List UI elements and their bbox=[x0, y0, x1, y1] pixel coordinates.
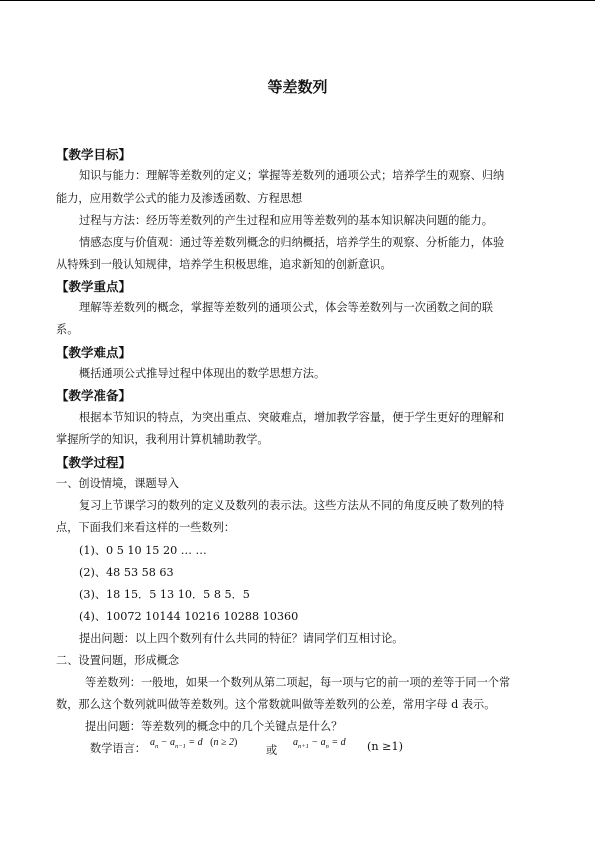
sequence-3: (3)、18 15．5 13 10．5 8 5．5 bbox=[79, 588, 250, 601]
math-language-label: 数学语言： bbox=[90, 742, 146, 755]
sequence-4: (4)、10072 10144 10216 10288 10360 bbox=[79, 610, 299, 623]
section-2-question: 提出问题：等差数列的概念中的几个关键点是什么？ bbox=[85, 720, 343, 733]
goal-paragraph-2: 过程与方法：经历等差数列的产生过程和应用等差数列的基本知识解决问题的能力。 bbox=[79, 214, 493, 227]
section-1-paragraph-line-1: 复习上节课学习的数列的定义及数列的表示法。这些方法从不同的角度反映了数列的特 bbox=[79, 499, 505, 512]
goal-paragraph-1-line-2: 能力，应用数学公式的能力及渗透函数、方程思想 bbox=[56, 192, 303, 205]
formula-recurrence-alt: $a_{n+1} - a_n = d$ bbox=[293, 737, 346, 750]
heading-key-points: 【教学重点】 bbox=[56, 279, 132, 294]
prep-paragraph-line-1: 根据本节知识的特点，为突出重点、突破难点，增加教学容量，便于学生更好的理解和 bbox=[79, 411, 505, 424]
document-title: 等差数列 bbox=[267, 78, 328, 96]
heading-process: 【教学过程】 bbox=[56, 455, 132, 470]
heading-preparation: 【教学准备】 bbox=[56, 388, 132, 403]
sequence-2: (2)、48 53 58 63 bbox=[79, 566, 174, 579]
difficulty-paragraph: 概括通项公式推导过程中体现出的数学思想方法。 bbox=[79, 367, 326, 380]
heading-teaching-goals: 【教学目标】 bbox=[56, 147, 132, 162]
key-paragraph-line-1: 理解等差数列的概念，掌握等差数列的通项公式，体会等差数列与一次函数之间的联 bbox=[79, 301, 493, 314]
goal-paragraph-3-line-2: 从特殊到一般认知规律，培养学生积极思维，追求新知的创新意识。 bbox=[56, 258, 392, 271]
section-2-title: 二、设置问题，形成概念 bbox=[56, 654, 180, 667]
key-paragraph-line-2: 系。 bbox=[56, 323, 79, 336]
goal-paragraph-3-line-1: 情感态度与价值观：通过等差数列概念的归纳概括，培养学生的观察、分析能力，体验 bbox=[79, 236, 505, 249]
prep-paragraph-line-2: 掌握所学的知识，我利用计算机辅助教学。 bbox=[56, 433, 269, 446]
math-or-text: 或 bbox=[266, 744, 278, 757]
section-1-question: 提出问题：以上四个数列有什么共同的特征？请同学们互相讨论。 bbox=[79, 632, 404, 645]
heading-difficulties: 【教学难点】 bbox=[56, 345, 132, 360]
sequence-1: (1)、0 5 10 15 20 … … bbox=[79, 544, 207, 557]
section-1-title: 一、创设情境，课题导入 bbox=[56, 477, 180, 490]
goal-paragraph-1-line-1: 知识与能力：理解等差数列的定义；掌握等差数列的通项公式；培养学生的观察、归纳 bbox=[79, 169, 505, 182]
formula-recurrence: $a_n - a_{n-1} = d$ (n ≥ 2) bbox=[150, 737, 238, 750]
formula-condition: (n ≥1) bbox=[367, 740, 403, 753]
top-rule bbox=[0, 0, 595, 1]
section-2-paragraph-line-2: 数，那么这个数列就叫做等差数列。这个常数就叫做等差数列的公差，常用字母 d 表示。 bbox=[56, 698, 496, 711]
section-2-paragraph-line-1: 等差数列：一般地，如果一个数列从第二项起，每一项与它的前一项的差等于同一个常 bbox=[85, 676, 511, 689]
section-1-paragraph-line-2: 点，下面我们来看这样的一些数列： bbox=[56, 521, 236, 534]
